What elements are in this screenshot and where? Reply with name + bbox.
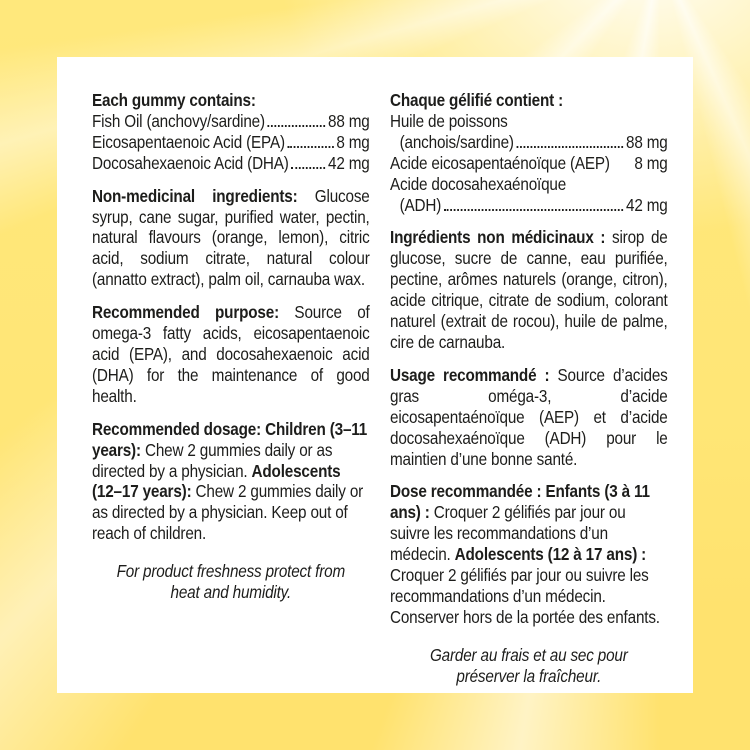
en-contains-heading: Each gummy contains: [92, 90, 256, 110]
label-panel [57, 57, 693, 693]
fr-purpose-paragraph [390, 365, 668, 470]
fr-ingredient-row-adh [390, 195, 668, 216]
en-dosage-heading: Recommended dosage: Children (3–11 years): [92, 418, 368, 460]
fr-ingredient-row-anchois [390, 132, 668, 153]
dot-leader [268, 125, 326, 127]
en-dosage-paragraph [92, 419, 370, 544]
en-non-medicinal-heading: Non-medicinal ingredients: [92, 185, 298, 206]
fr-dosage-paragraph [390, 481, 668, 627]
dot-leader [516, 146, 623, 148]
dot-leader [291, 167, 325, 169]
fr-anchois-label: (anchois/sardine) [399, 131, 514, 152]
fr-adh-value: 42 mg [626, 194, 668, 215]
en-dosage-adolescents-text: Chew 2 gummies daily or as directed by a physician. Keep out of reach of children. [92, 481, 364, 544]
fr-adh-name-label: Acide docosahexaénoïque [390, 173, 567, 194]
dot-leader [444, 209, 624, 211]
fr-anchois-value: 88 mg [626, 131, 668, 152]
en-dha-label: Docosahexaenoic Acid (DHA) [92, 152, 289, 173]
fr-freshness-note: Garder au frais et au sec pour préserver la fraîcheur. [429, 644, 628, 686]
fr-dosage-adolescents-text: Croquer 2 gélifiés par jour ou suivre les recommandations d’un médecin. Conserver hors de la portée des enfants. [390, 565, 660, 627]
en-dosage-adolescents-heading: Adolescents (12–17 years): [92, 460, 341, 502]
fr-contains-heading: Chaque gélifié contient : [390, 90, 564, 110]
fr-ingredient-row-huile [390, 111, 668, 132]
fr-ingredient-row-aep [390, 153, 668, 174]
english-column [92, 90, 370, 603]
fr-ingredient-row-adh-name [390, 174, 668, 195]
fr-purpose-heading: Usage recommandé : [390, 364, 550, 385]
en-epa-label: Eicosapentaenoic Acid (EPA) [92, 131, 285, 152]
fr-dosage-heading: Dose recommandée : Enfants (3 à 11 ans) : [390, 481, 650, 523]
en-purpose-body: Source of omega-3 fatty acids, eicosapentaenoic acid (EPA), and docosahexaenoic acid (DHA) for the maintenance of good health. [92, 302, 370, 406]
dot-leader [287, 146, 333, 148]
en-non-medicinal-body: Glucose syrup, cane sugar, purified water, pectin, natural flavours (orange, lemon), citric acid, sodium citrate, natural colour (annatto extract), palm oil, carnauba wax. [92, 185, 370, 290]
fr-adh-label: (ADH) [399, 194, 442, 215]
en-fish-oil-value: 88 mg [328, 110, 370, 131]
en-non-medicinal-paragraph [92, 186, 370, 291]
fr-dosage-adolescents-heading: Adolescents (12 à 17 ans) : [454, 544, 647, 565]
fr-aep-label: Acide eicosapentaénoïque (AEP) [390, 152, 610, 173]
en-ingredient-row-fish-oil [92, 111, 370, 132]
en-dha-value: 42 mg [328, 152, 370, 173]
fr-non-medicinal-body: sirop de glucose, sucre de canne, eau purifiée, pectine, arômes naturels (orange, citron), acide citrique, citrate de sodium, colorant naturel (extrait de rocou), huile de palme, cire de carnauba. [390, 227, 668, 352]
en-purpose-heading: Recommended purpose: [92, 302, 279, 323]
fr-dosage-enfants-text: Croquer 2 gélifiés par jour ou suivre les recommandations d’un médecin. [390, 502, 626, 565]
fr-purpose-body: Source d’acides gras oméga-3, d’acide eicosapentaénoïque (AEP) et d’acide docosahexaénoïque (ADH) pour le maintien d’une bonne santé. [390, 364, 668, 469]
en-ingredient-row-dha [92, 153, 370, 174]
fr-aep-value: 8 mg [634, 152, 668, 173]
en-epa-value: 8 mg [336, 131, 370, 152]
fr-huile-label: Huile de poissons [390, 110, 508, 131]
fr-non-medicinal-heading: Ingrédients non médicinaux : [390, 227, 606, 248]
en-fish-oil-label: Fish Oil (anchovy/sardine) [92, 110, 265, 131]
en-purpose-paragraph [92, 302, 370, 407]
fr-non-medicinal-paragraph [390, 227, 668, 352]
en-freshness-note: For product freshness protect from heat and humidity. [116, 561, 346, 603]
en-ingredient-row-epa [92, 132, 370, 153]
en-dosage-children-text: Chew 2 gummies daily or as directed by a physician. [92, 439, 333, 481]
french-column [390, 90, 668, 687]
